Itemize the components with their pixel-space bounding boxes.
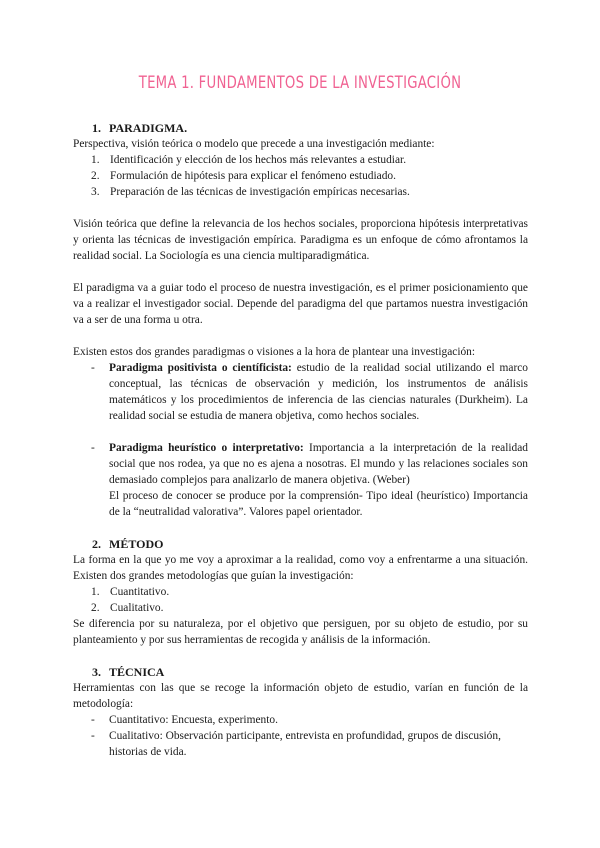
paradigma-paragraph-1: Visión teórica que define la relevancia de los hechos sociales, proporciona hipótesis interpretativas y orienta las técnicas de investigación empírica. Paradigma es un enfoque de cómo afrontamos la realidad social. La Sociología es una ciencia multiparadigmática. — [73, 218, 528, 262]
tecnica-paragraph-1: Herramientas con las que se recoge la información objeto de estudio, varían en función de la metodología: — [73, 682, 528, 710]
list-item — [73, 184, 528, 200]
list-number: 2. — [91, 602, 100, 614]
heuristico-text: Importancia a la interpretación de la realidad social que nos rodea, ya que no es ajena a nosotras. El mundo y las relaciones sociales son demasiado complejos para analizarlo de manera objetiva. (Weber) — [109, 442, 529, 486]
list-number: 1. — [91, 154, 100, 166]
positivista-text: estudio de la realidad social utilizando el marco conceptual, las técnicas de observación y medición, los instrumentos de análisis matemáticos y los procedimientos de inferencia de las ciencias naturales (Durkheim). La realidad social se estudia de manera objetiva, como hechos sociales. — [109, 362, 528, 422]
list-item-text: Identificación y elección de los hechos más relevantes a estudiar. — [110, 154, 407, 166]
paradigm-types-list — [73, 360, 528, 424]
section-heading-tecnica — [73, 664, 528, 680]
list-item-text: Cuantitativo. — [110, 586, 170, 598]
section-number: 1. — [92, 121, 101, 135]
list-item-text: Preparación de las técnicas de investigación empíricas necesarias. — [110, 186, 410, 198]
list-item-heuristico — [73, 440, 528, 520]
positivista-label: Paradigma positivista o científicista: — [109, 362, 292, 374]
list-item — [73, 712, 528, 728]
list-item — [73, 584, 528, 600]
list-item-text: Cuantitativo: Encuesta, experimento. — [109, 714, 278, 726]
bullet-marker: - — [91, 442, 95, 454]
paradigma-intro: Perspectiva, visión teórica o modelo que precede a una investigación mediante: — [73, 138, 435, 150]
list-number: 1. — [91, 586, 100, 598]
paradigma-paragraph-3: Existen estos dos grandes paradigmas o visiones a la hora de plantear una investigación: — [73, 346, 476, 358]
section-heading-text: TÉCNICA — [109, 665, 165, 679]
tecnica-list — [73, 712, 528, 760]
metodo-list — [73, 584, 528, 616]
section-heading-text: PARADIGMA. — [109, 121, 188, 135]
paradigm-types-list-2 — [73, 440, 528, 520]
list-item-positivista — [73, 360, 528, 424]
bullet-marker: - — [91, 714, 95, 726]
bullet-marker: - — [91, 362, 95, 374]
metodo-paragraph-2: Se diferencia por su naturaleza, por el objetivo que persiguen, por su objeto de estudio, por su planteamiento y por sus herramientas de recogida y análisis de la información. — [73, 618, 528, 646]
section-heading-metodo — [73, 536, 528, 552]
list-number: 3. — [91, 186, 100, 198]
paradigma-steps-list — [73, 152, 528, 200]
list-item — [73, 168, 528, 184]
section-heading-text: MÉTODO — [109, 537, 164, 551]
list-item-text: Cualitativo. — [110, 602, 164, 614]
list-item — [73, 152, 528, 168]
metodo-paragraph-1: La forma en la que yo me voy a aproximar a la realidad, como voy a enfrentarme a una situación. Existen dos grandes metodologías que guían la investigación: — [73, 554, 528, 582]
bullet-marker: - — [91, 730, 95, 742]
paradigma-paragraph-2: El paradigma va a guiar todo el proceso de nuestra investigación, es el primer posicionamiento que va a realizar el investigador social. Depende del paradigma del que partamos nuestra investigación va a ser de una forma u otra. — [73, 282, 528, 326]
section-number: 2. — [92, 537, 101, 551]
list-item-text: Cualitativo: Observación participante, entrevista en profundidad, grupos de discusión, historias de vida. — [109, 730, 501, 758]
heuristico-label: Paradigma heurístico o interpretativo: — [109, 442, 304, 454]
list-item — [73, 600, 528, 616]
heuristico-text-2: El proceso de conocer se produce por la comprensión- Tipo ideal (heurístico) Importancia de la “neutralidad valorativa”. Valores papel orientador. — [109, 490, 528, 518]
list-item — [73, 728, 528, 760]
section-number: 3. — [92, 665, 101, 679]
list-number: 2. — [91, 170, 100, 182]
list-item-text: Formulación de hipótesis para explicar el fenómeno estudiado. — [110, 170, 396, 182]
document-body — [73, 120, 528, 760]
document-title: TEMA 1. FUNDAMENTOS DE LA INVESTIGACIÓN — [138, 73, 462, 93]
section-heading-paradigma — [73, 120, 528, 136]
